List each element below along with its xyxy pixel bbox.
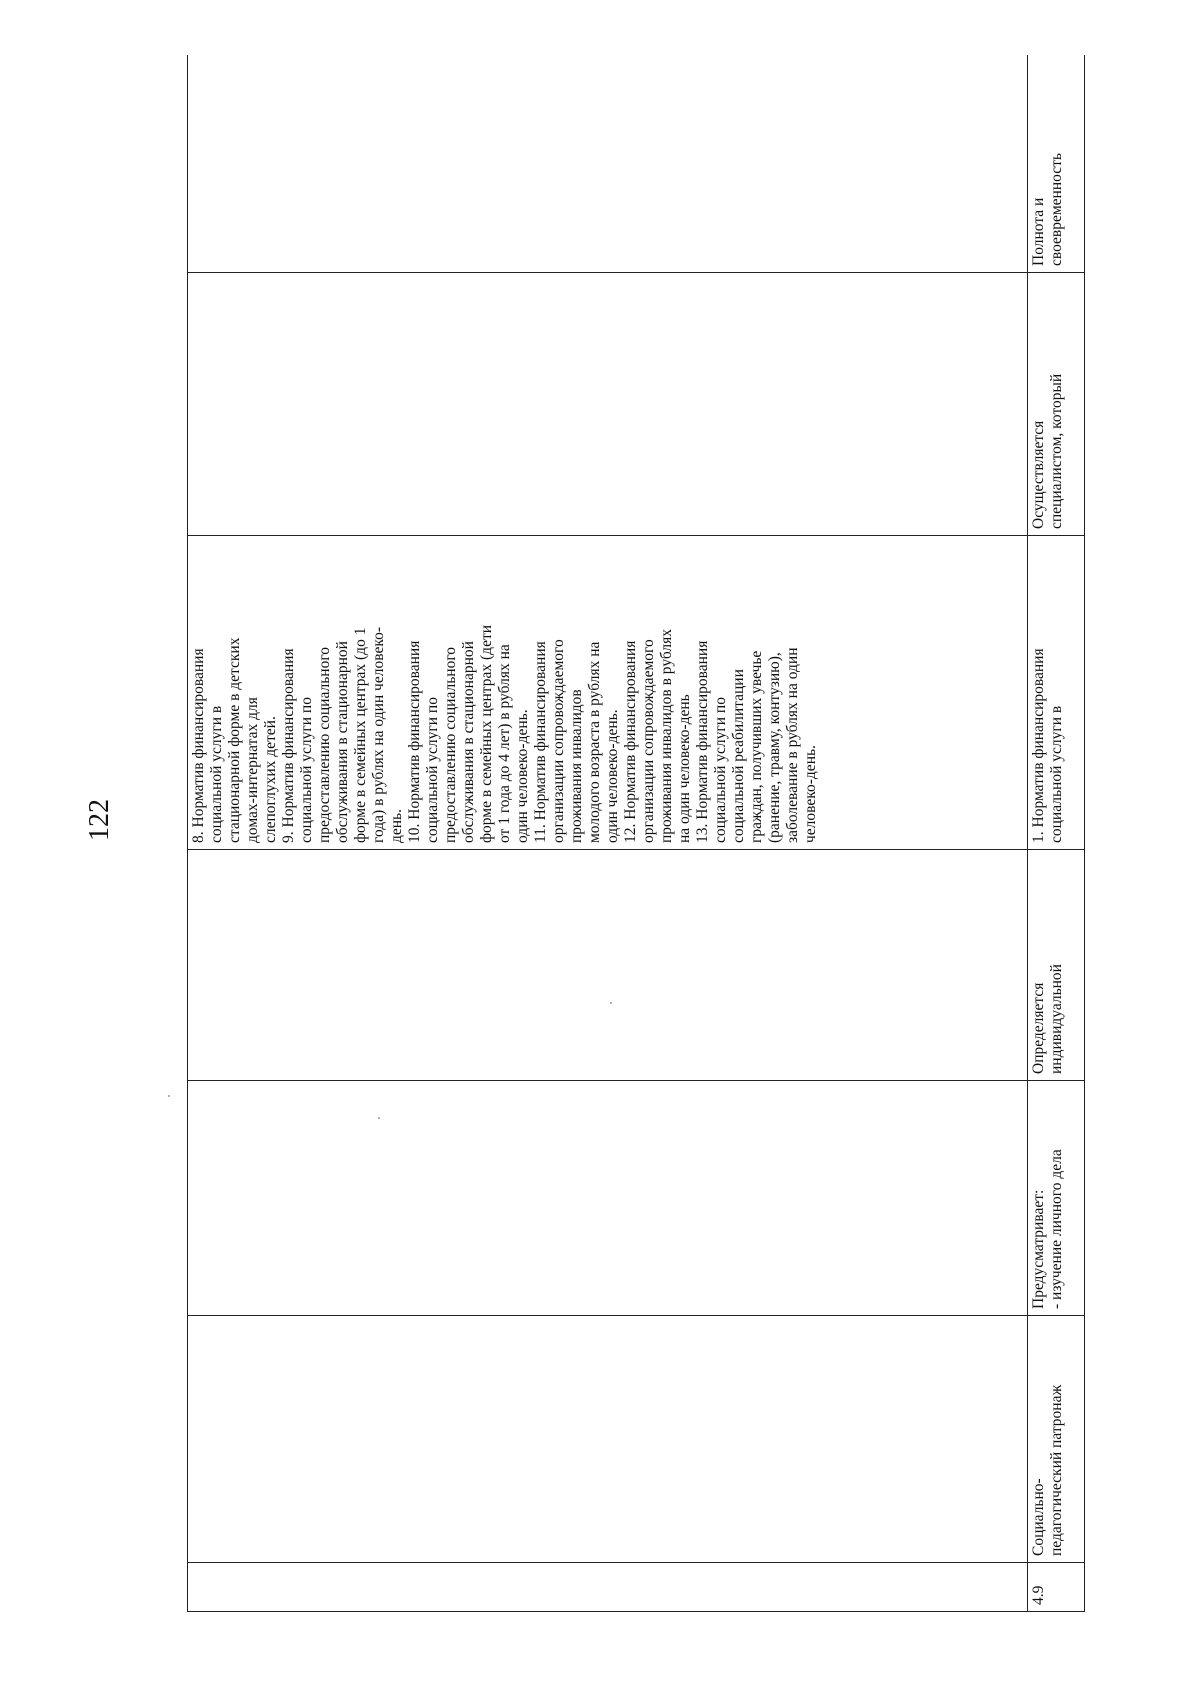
- cell-content-text: Предусматривает: - изучение личного дела: [1030, 1149, 1065, 1309]
- rotated-table-container: [187, 55, 1090, 1612]
- cell-norm-text: 8. Норматив финансирования социальной услуги в стационарной форме в детских домах-интернатах для слепоглухих детей. 9. Норматив финансирования социальной услуги по предоставлению социального обслуживания в стационарной форме в семейных центрах (до 1 года) в рублях на один человеко- день. 10. Норматив финансирования социальной услуги по предоставлению социального обслуживания в стационарной форме в семейных центрах (дети от 1 года до 4 лет) в рублях на один человеко-день. 11. Норматив финансирования организации сопровождаемого проживания инвалидов молодого возраста в рублях на один человеко-день. 12. Норматив финансирования организации сопровождаемого проживания инвалидов в рублях на один человеко-день 13. Норматив финансирования социальной услуги по социальной реабилитации граждан, получивших увечье (ранение, травму, контузию), заболевание в рублях на один человеко-день.: [190, 624, 819, 843]
- cell-service-name: [1028, 1316, 1085, 1563]
- scan-speck: [378, 1117, 380, 1119]
- cell-term-text: Определяется индивидуальной: [1030, 964, 1065, 1074]
- cell-term: [188, 850, 1028, 1081]
- cell-indicators-text: Полнота и своевременность: [1030, 153, 1065, 266]
- scan-speck: [168, 1095, 170, 1097]
- document-table-frame: [187, 55, 1090, 1612]
- cell-number-text: 4.9: [1030, 1585, 1047, 1605]
- cell-content: [188, 1081, 1028, 1316]
- cell-number: [188, 1563, 1028, 1612]
- cell-conditions: [1028, 273, 1085, 536]
- cell-norm: [1028, 536, 1085, 850]
- cell-indicators: [1028, 55, 1085, 273]
- table-row: [1028, 55, 1085, 1612]
- cell-term: [1028, 850, 1085, 1081]
- cell-conditions-text: Осуществляется специалистом, который: [1030, 373, 1065, 529]
- scan-speck: [610, 1002, 612, 1004]
- page-number: 122: [84, 799, 115, 841]
- cell-indicators: [188, 55, 1028, 273]
- cell-number: [1028, 1563, 1085, 1612]
- cell-norm-text: 1. Норматив финансирования социальной услуги в: [1030, 648, 1065, 843]
- cell-service-name-text: Социально- педагогический патронаж: [1030, 1384, 1065, 1556]
- cell-conditions: [188, 273, 1028, 536]
- cell-service-name: [188, 1316, 1028, 1563]
- services-table: [187, 55, 1085, 1612]
- cell-norm: [188, 536, 1028, 850]
- table-row: [188, 55, 1028, 1612]
- cell-content: [1028, 1081, 1085, 1316]
